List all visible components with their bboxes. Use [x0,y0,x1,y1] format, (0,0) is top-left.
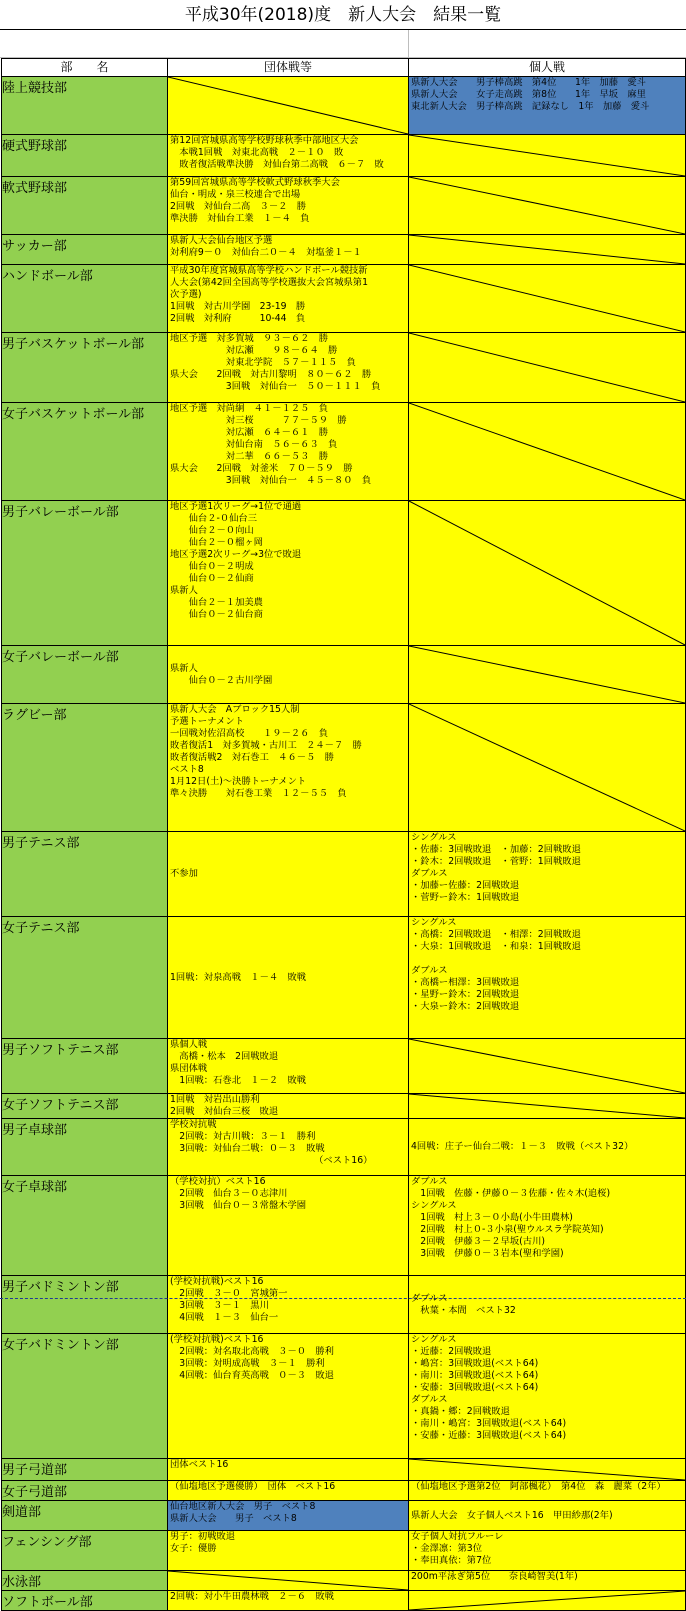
individual-result-cell [409,1459,686,1481]
club-row [2,403,686,501]
team-result-text: 地区予選1次リーグ→1位で通過 仙台２-０仙台三 仙台２－０向山 仙台２－０榴ヶ岡 地区予選2次リーグ→3位で敗退 仙台０－２明成 仙台０－２仙商 県新人 仙台２－１加美農 仙台０－２仙台商 [170,501,302,620]
team-result-text: 県新人大会 Aブロック15人制 予選トーナメント 一回戦対佐沼高校 １９－２６ 負 敗者復活1 対多賀城・古川工 ２４－７ 勝 敗者復活戦2 対石巻工 ４６－５ 勝 ベスト8 1月12日(土)～決勝トーナメント 準々決勝 対石巻工業 １２－５５ 負 [170,704,362,799]
club-row [2,501,686,646]
team-result-cell [168,333,409,403]
individual-result-cell [409,333,686,403]
club-row [2,1176,686,1276]
results-table-body [2,59,686,1611]
team-result-cell [168,704,409,832]
club-name: フェンシング部 [2,1531,168,1571]
individual-result-text: 200m平泳ぎ第5位 奈良崎智美(1年) [411,1571,578,1582]
team-result-cell [168,77,409,135]
individual-result-text: 女子個人対抗フルーレ ・金澤凛：第3位 ・奉田真依：第7位 [411,1531,504,1566]
team-result-text: 仙台地区新人大会 男子 ベスト8 県新人大会 男子 ベスト8 [170,1501,316,1524]
team-result-text: 県個人戦 高橋・松本 2回戦敗退 県団体戦 1回戦：石巻北 １－２ 敗戦 [170,1039,307,1086]
individual-result-text: 4回戦：庄子ー仙台二戦：１－３ 敗戦（ベスト32） [411,1141,634,1152]
individual-result-text: ダブルス 秋葉・本間 ベスト32 [411,1292,516,1316]
header-team: 団体戦等 [168,59,409,77]
club-name: 男子テニス部 [2,832,168,917]
diagonal-line [409,704,685,831]
team-result-cell [168,1276,409,1334]
individual-result-cell [409,1591,686,1611]
club-name: 女子卓球部 [2,1176,168,1276]
team-result-text: 平成30年度宮城県高等学校ハンドボール競技新 人大会(第42回全国高等学校選抜大会宮城県第1 次予選) 1回戦 対古川学園 23-19 勝 2回戦 対利府 10-44 負 [170,265,369,324]
individual-result-cell [409,917,686,1039]
header-club: 部 名 [2,59,168,77]
club-name: 男子弓道部 [2,1459,168,1481]
team-result-text: (学校対抗戦)ベスト16 2回戦 ３－０ 宮城第一 3回戦 ３－１ 黒川 4回戦 １－３ 仙台一 [170,1276,288,1323]
diagonal-line [409,403,685,500]
club-row [2,265,686,333]
team-result-text: (学校対抗戦)ベスト16 2回戦：対名取北高戦 ３－０ 勝利 3回戦：対明成高戦 ３－１ 勝利 4回戦：仙台育英高戦 ０－３ 敗退 [170,1334,334,1381]
team-result-cell [168,1176,409,1276]
page-title: 平成30年(2018)度 新人大会 結果一覧 [0,0,686,30]
team-result-text: 団体ベスト16 [170,1459,229,1470]
club-row [2,1571,686,1591]
individual-result-cell [409,501,686,646]
individual-result-cell [409,1531,686,1571]
club-row [2,135,686,177]
club-name: 女子バスケットボール部 [2,403,168,501]
team-result-cell [168,1094,409,1119]
diagonal-line [168,77,408,134]
club-name: 女子バドミントン部 [2,1334,168,1459]
club-row [2,704,686,832]
individual-result-cell [409,235,686,265]
diagonal-line [168,1571,408,1590]
team-result-cell [168,1334,409,1459]
club-name: 女子ソフトテニス部 [2,1094,168,1119]
team-result-cell [168,1039,409,1094]
diagonal-line [409,333,685,402]
individual-result-text: ダブルス 1回戦 佐藤・伊藤０－３佐藤・佐々木(追桜) シングルス 1回戦 村上３－０小島(小牛田農林) 2回戦 村上０-３小泉(聖ウルスラ学院英知) 2回戦 伊藤３－２早坂(古川) 3回戦 伊藤０－３岩本(聖和学園) [411,1176,611,1259]
diagonal-line [409,501,685,645]
team-result-text: 第12回宮城県高等学校野球秋季中部地区大会 本戦1回戦 対東北高戦 ２－１０ 敗 敗者復活戦準決勝 対仙台第二高戦 ６－７ 敗 [170,135,384,170]
team-result-cell [168,1459,409,1481]
club-row [2,1459,686,1481]
team-result-cell [168,177,409,235]
individual-result-cell [409,1276,686,1334]
club-row [2,1531,686,1571]
individual-result-text: 県新人大会 女子個人ベスト16 甲田紗那(2年) [411,1509,613,1521]
individual-result-cell [409,177,686,235]
team-result-cell [168,1591,409,1611]
club-row [2,1481,686,1501]
club-row [2,1276,686,1334]
club-name: 女子弓道部 [2,1481,168,1501]
team-result-cell [168,1571,409,1591]
individual-result-cell [409,1334,686,1459]
team-result-cell [168,235,409,265]
team-result-cell [168,265,409,333]
team-result-cell [168,832,409,917]
diagonal-line [409,135,685,176]
team-result-cell [168,1481,409,1501]
team-result-text: 2回戦：対小牛田農林戦 ２－６ 敗戦 [170,1591,334,1602]
diagonal-line [409,235,685,264]
individual-result-cell [409,1571,686,1591]
results-table [1,58,686,1611]
club-row [2,832,686,917]
club-name: 男子バレーボール部 [2,501,168,646]
diagonal-line [409,646,685,703]
team-result-cell [168,1531,409,1571]
club-name: 陸上競技部 [2,77,168,135]
club-row [2,646,686,704]
club-name: 剣道部 [2,1501,168,1531]
team-result-text: 男子：初戦敗退 女子：優勝 [170,1531,236,1554]
individual-result-text: （仙塩地区予選第2位 阿部楓花） 第4位 森 麗菜（2年） [411,1481,666,1492]
individual-result-cell [409,77,686,135]
individual-result-cell [409,1119,686,1176]
club-row [2,1094,686,1119]
club-name: 女子バレーボール部 [2,646,168,704]
club-name: 男子バスケットボール部 [2,333,168,403]
club-name: 硬式野球部 [2,135,168,177]
club-row [2,1039,686,1094]
individual-result-text: シングルス ・近藤：2回戦敗退 ・嶋宮：3回戦敗退(ベスト64) ・南川：3回戦敗退(ベスト64) ・安藤：3回戦敗退(ベスト64) ダブルス ・真鍋・郷：2回戦敗退 ・南川・嶋宮：3回戦敗退(ベスト64) ・安藤・近藤：3回戦敗退(ベスト64) [411,1334,567,1441]
individual-result-text: シングルス ・高橋：2回戦敗退 ・相澤：2回戦敗退 ・大泉：1回戦敗退 ・和泉：1回戦敗退 ダブルス ・高橋ー相澤：3回戦敗退 ・星野ー鈴木：2回戦敗退 ・大泉ー鈴木：2回戦敗退 [411,917,581,1012]
individual-result-cell [409,1501,686,1531]
diagonal-line [409,177,685,234]
club-name: 女子テニス部 [2,917,168,1039]
club-name: 軟式野球部 [2,177,168,235]
club-row [2,77,686,135]
club-row [2,333,686,403]
club-row [2,1119,686,1176]
individual-result-cell [409,1481,686,1501]
header-row [2,59,686,77]
individual-result-cell [409,403,686,501]
individual-result-cell [409,704,686,832]
team-result-text: 1回戦 対岩出山勝利 2回戦 対仙台三桜 敗退 [170,1094,279,1117]
individual-result-cell [409,265,686,333]
individual-result-cell [409,1176,686,1276]
club-row [2,235,686,265]
club-row [2,1591,686,1611]
blank-row [0,30,686,58]
team-result-text: 地区予選 対多賀城 ９３－６２ 勝 対広瀬 ９８－６４ 勝 対東北学院 ５７－１１５ 負 県大会 2回戦 対古川黎明 ８０－６２ 勝 3回戦 対仙台一 ５０－１１１ 負 [170,333,381,392]
team-result-text: 地区予選 対尚絅 ４１－１２５ 負 対三桜 ７７－５９ 勝 対広瀬 ６４－６１ 勝 対仙台南 ５６－６３ 負 対二華 ６６－５３ 勝 県大会 2回戦 対釜米 ７０－５９ 勝 3回戦 対仙台一 ４５－８０ 負 [170,403,372,486]
club-row [2,1334,686,1459]
club-row [2,917,686,1039]
diagonal-line [409,1094,685,1118]
team-result-text: 学校対抗戦 2回戦：対古川戦：３－１ 勝利 3回戦：対仙台二戦：０－３ 敗戦 （ベスト16） [170,1119,373,1166]
diagonal-line [409,1591,685,1610]
club-name: サッカー部 [2,235,168,265]
team-result-text: 1回戦：対泉高戦 １－４ 敗戦 [170,971,307,983]
club-name: 男子バドミントン部 [2,1276,168,1334]
team-result-cell [168,917,409,1039]
team-result-text: （仙塩地区予選優勝） 団体 ベスト16 [170,1481,336,1492]
club-name: 男子卓球部 [2,1119,168,1176]
team-result-text: 県新人 仙台０－２古川学園 [170,662,273,686]
individual-result-cell [409,1094,686,1119]
header-individual: 個人戦 [409,59,686,77]
team-result-cell [168,646,409,704]
club-name: 水泳部 [2,1571,168,1591]
team-result-text: （学校対抗）ベスト16 2回戦 仙台３－０志津川 3回戦 仙台０－３常盤木学園 [170,1176,307,1211]
club-name: ハンドボール部 [2,265,168,333]
team-result-cell [168,403,409,501]
team-result-cell [168,1501,409,1531]
individual-result-cell [409,646,686,704]
team-result-text: 不参加 [170,868,198,879]
individual-result-cell [409,135,686,177]
individual-result-cell [409,832,686,917]
team-result-text: 県新人大会仙台地区予選 対利府9－０ 対仙台二０－４ 対塩釜１－１ [170,235,362,258]
team-result-text: 第59回宮城県高等学校軟式野球秋季大会 仙台・明成・泉三校連合で出場 2回戦 対仙台二高 ３－２ 勝 準決勝 対仙台工業 １－４ 負 [170,177,340,224]
club-row [2,177,686,235]
diagonal-line [409,1039,685,1093]
diagonal-line [409,265,685,332]
individual-result-text: 県新人大会 男子棒高跳 第4位 1年 加藤 愛斗 県新人大会 女子走高跳 第8位 1年 早坂 麻里 東北新人大会 男子棒高跳 記録なし 1年 加藤 愛斗 [411,77,650,112]
club-name: ラグビー部 [2,704,168,832]
club-row [2,1501,686,1531]
team-result-cell [168,135,409,177]
club-name: ソフトボール部 [2,1591,168,1611]
team-result-cell [168,501,409,646]
individual-result-text: シングルス ・佐藤：3回戦敗退 ・加藤：2回戦敗退 ・鈴木：2回戦敗退 ・菅野：1回戦敗退 ダブルス ・加藤ー佐藤：2回戦敗退 ・菅野ー鈴木：1回戦敗退 [411,832,581,903]
individual-result-cell [409,1039,686,1094]
diagonal-line [409,1459,685,1480]
club-name: 男子ソフトテニス部 [2,1039,168,1094]
team-result-cell [168,1119,409,1176]
